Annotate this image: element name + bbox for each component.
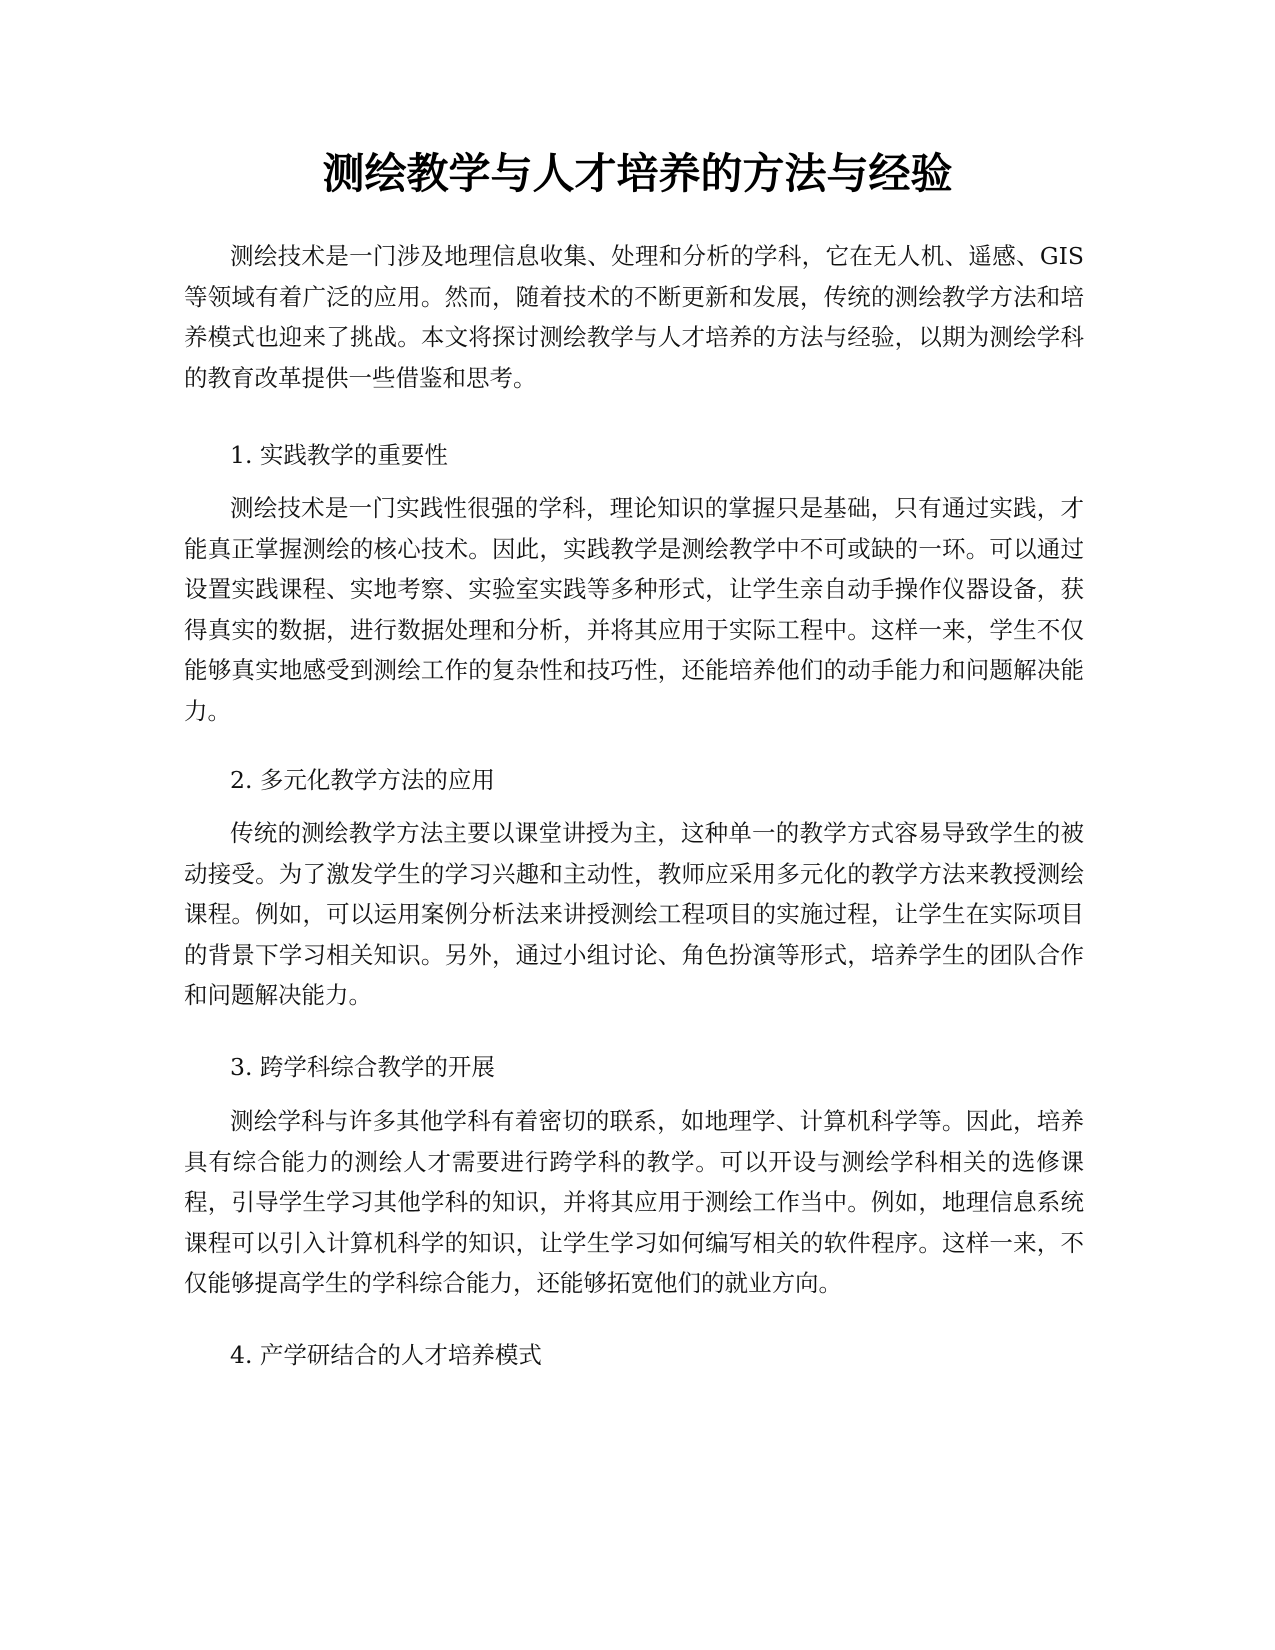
intro-paragraph: 测绘技术是一门涉及地理信息收集、处理和分析的学科，它在无人机、遥感、GIS等领域有着广泛的应用。然而，随着技术的不断更新和发展，传统的测绘教学方法和培养模式也迎来了挑战。本文将探讨测绘教学与人才培养的方法与经验，以期为测绘学科的教育改革提供一些借鉴和思考。	[184, 242, 1084, 392]
section-4-heading: 4. 产学研结合的人才培养模式	[230, 1341, 542, 1369]
section-3-heading: 3. 跨学科综合教学的开展	[230, 1053, 495, 1081]
section-2-heading: 2. 多元化教学方法的应用	[230, 766, 495, 794]
document-title: 测绘教学与人才培养的方法与经验	[322, 149, 953, 198]
section-1-paragraph: 测绘技术是一门实践性很强的学科，理论知识的掌握只是基础，只有通过实践，才能真正掌握测绘的核心技术。因此，实践教学是测绘教学中不可或缺的一环。可以通过设置实践课程、实地考察、实验室实践等多种形式，让学生亲自动手操作仪器设备，获得真实的数据，进行数据处理和分析，并将其应用于实际工程中。这样一来，学生不仅能够真实地感受到测绘工作的复杂性和技巧性，还能培养他们的动手能力和问题解决能力。	[184, 494, 1084, 725]
section-1-heading: 1. 实践教学的重要性	[230, 441, 448, 469]
section-2-paragraph: 传统的测绘教学方法主要以课堂讲授为主，这种单一的教学方式容易导致学生的被动接受。为了激发学生的学习兴趣和主动性，教师应采用多元化的教学方法来教授测绘课程。例如，可以运用案例分析法来讲授测绘工程项目的实施过程，让学生在实际项目的背景下学习相关知识。另外，通过小组讨论、角色扮演等形式，培养学生的团队合作和问题解决能力。	[184, 819, 1084, 1009]
section-3-paragraph: 测绘学科与许多其他学科有着密切的联系，如地理学、计算机科学等。因此，培养具有综合能力的测绘人才需要进行跨学科的教学。可以开设与测绘学科相关的选修课程，引导学生学习其他学科的知识，并将其应用于测绘工作当中。例如，地理信息系统课程可以引入计算机科学的知识，让学生学习如何编写相关的软件程序。这样一来，不仅能够提高学生的学科综合能力，还能够拓宽他们的就业方向。	[184, 1107, 1084, 1297]
